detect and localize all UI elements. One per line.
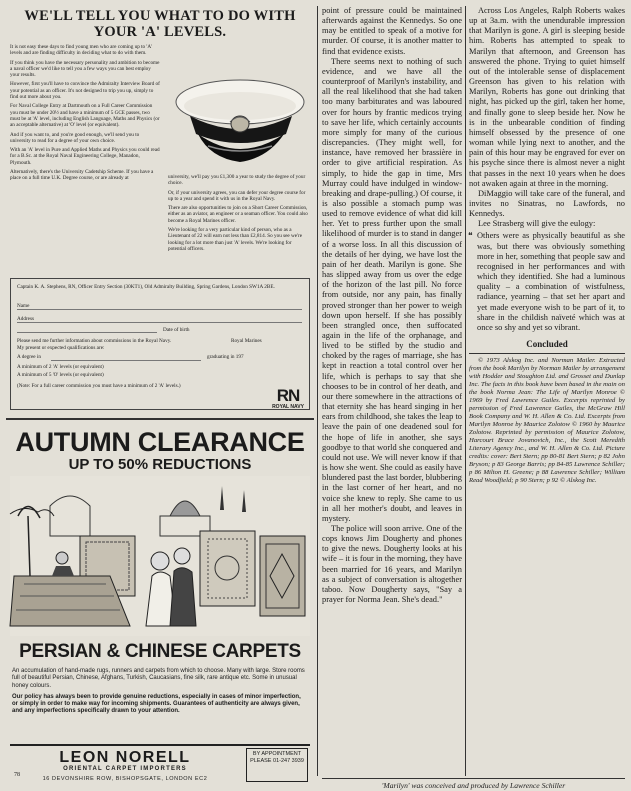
carpet-body-paragraph: An accumulation of hand-made rugs, runners and carpets from which to choose. Many with large. Store rooms full of beautiful Persian, Chinese, Afghans, Turkish, Caucasians, fine silk, rare antique etc. Some in unusual honey colours.: [12, 668, 305, 689]
carpet-title: PERSIAN & CHINESE CARPETS: [19, 641, 301, 662]
o-levels-label: A minimum of 5 'O' levels (or equivalent): [17, 372, 104, 378]
navy-paragraph: It is not easy these days to find young men who are coming up to 'A' levels and are finding difficulty in deciding what to do with them.: [10, 44, 153, 57]
leon-norell-banner: [10, 744, 310, 786]
navy-paragraph: With an 'A' level in Pure and Applied Maths and Physics you could read for a B.Sc. at the Royal Naval Engineering College, Manadon, Plymouth.: [10, 147, 160, 166]
address-label: Address: [17, 316, 35, 322]
page-number: 78: [14, 772, 20, 778]
name-field-line[interactable]: [17, 309, 302, 310]
naval-cap-image: [168, 72, 308, 172]
reply-coupon[interactable]: [10, 278, 310, 410]
quote-mark-icon: ❝: [468, 231, 473, 241]
navy-paragraph: There are also opportunities to join on a Short Career Commission, either as an aviator, an engineer or a seaman officer. You could also become a Royal Marines officer.: [168, 205, 308, 224]
production-credit: 'Marilyn' was conceived and produced by Lawrence Schiller: [322, 778, 625, 790]
carpet-advert: [6, 424, 314, 788]
commissions-label: Please send me further information about commissions in the Royal Navy.: [17, 338, 172, 344]
article-paragraph: There seems next to nothing of such evidence, and we have all the counterproof of Marilyn's instability, and all the real likelihood that she had taken too many barbiturates and was laboured over for hours by frantic medicos trying to save her life, which certainly accounts more simply for many of the curious discrepancies. (They might well, for instance, have removed her brassière in order to give artificial respiration. As simply, to hide the gap in time, Mrs Murray could have indulged in window-breaking and drape-pulling.) Of course, it is also possible a stomach pump was used to remove evidence of what did kill her. Yet to press further upon the small likelihood of murder is to stand in danger of a worse loss. In all this discussion of the details of her dying, we have lost the pain of her death. Marilyn is gone. She has slipped away from us over the edge of the horizon of the last pill. No force from outside, nor any pain, has finally proved stronger than her power to weigh down upon herself. If she has possibly been strangled once, then suffocated again in the life of the orphanage, and lived to be stifled by the studio and choked by the rages of marriage, she has kept in reaction a total control over her life, which is perhaps to say that she chooses to be in control of her death, and our there somewhere in the attractions of that eternity she has heard singing in her ears from childhood, she takes the leap to leave the pain of one deadened soul for the hope of life in another, she says goodbye to that world she conquered and could not use. We will never know if that is how she went. She could as easily have blundered past the last border, blubbering in the last corner of her heart, and no voice she knew to reply. She came to us in all her mother's doubt, and leaves in mystery.: [322, 56, 462, 523]
company-tagline: ORIENTAL CARPET IMPORTERS: [63, 766, 187, 772]
article-paragraph: Lee Strasberg will give the eulogy:: [478, 219, 596, 229]
carpet-headline: AUTUMN CLEARANCE: [15, 427, 305, 457]
qualifications-label: My present or expected qualifications are:: [17, 345, 105, 351]
article-column-middle: [322, 6, 462, 782]
royal-navy-logo: [270, 388, 306, 412]
royal-marines-label: Royal Marines: [231, 338, 262, 344]
navy-paragraph: We're looking for a very particular kind of person, who as a Lieutenant of 22 will earn not less than £2,814. So you see we're looking for a lot more than just 'A' levels. We're looking for potential officers.: [168, 227, 303, 252]
navy-paragraph: For Naval College Entry at Dartmouth on a Full Career Commission you must be under 20½ and have a minimum of 5 GCE passes, two must be at 'A' level, including English Language, Maths and Physics (or an acceptable alternative) at 'O' level (or equivalent).: [10, 103, 160, 129]
a-levels-label: A minimum of 2 'A' levels (or equivalent): [17, 364, 104, 370]
article-paragraph: Across Los Angeles, Ralph Roberts wakes up at 3a.m. with the unendurable impression that Marilyn is gone. A girl is sleeping beside him. Roberts has attempted to speak to Marilyn that afternoon, and Greenson has answered the phone. Trying to quiet himself out of the intolerable sense of displacement Greenson has given to his relation with Marilyn, Roberts has gone out drinking that night, has picked up the girl, taken her home, and finally gone to sleep beside her. Now he is in the unbearable condition of finding himself obsessed by the presence of one woman while lying next to another, and the pain of this hour may be engraved for ever on his psyche since there is almost never a night that passes in the next 10 years when he does not awaken again at three in the morning.: [469, 6, 625, 188]
article-paragraph: point of pressure could be maintained afterwards against the Kennedys. So one may be entitled to speak of a motive for murder. Of course, it is another matter to find that evidence exists.: [322, 6, 462, 56]
address-field-line[interactable]: [17, 322, 302, 323]
name-label: Name: [17, 303, 30, 309]
carpet-body-paragraph: Our policy has always been to provide genuine reductions, especially in cases of minor imperfection, or simply in order to make way for incoming shipments. Guarantees of authenticity are always given, and any imperfections specifically drawn to your attention.: [12, 693, 301, 715]
coupon-note: (Note: For a full career commission you must have a minimum of 2 'A' levels.): [17, 383, 181, 389]
advertisement-column: [6, 6, 314, 788]
concluded-label: Concluded: [526, 339, 568, 349]
eulogy-quote: [469, 231, 625, 333]
degree-label: A degree in: [17, 354, 41, 360]
advert-divider: [6, 418, 314, 420]
navy-paragraph: university, we'll pay you £1,300 a year to study the degree of your choice.: [168, 174, 306, 187]
address-field-line-2[interactable]: [17, 332, 157, 333]
rn-logo-mark: RN: [276, 386, 300, 405]
coupon-address: Captain K. A. Stephens, RN, Officer Entry Section (30KT1), Old Admiralty Building, Spring Gardens, London SW1A 2BE.: [17, 284, 275, 290]
navy-paragraph: Or, if your university agrees, you can defer your degree course for up to a year and spend it with us in the Royal Navy.: [168, 189, 306, 202]
article-paragraph: DiMaggio will take care of the funeral, and invites no Sinatras, no Lawfords, no Kennedys.: [469, 188, 625, 219]
navy-paragraph: Alternatively, there's the University Cadetship Scheme. If you have a place on a full time U.K. Degree course, or are already at: [10, 169, 154, 182]
dob-label: Date of birth: [163, 327, 190, 333]
copyright-text: © 1973 Alskog Inc. and Norman Mailer. Extracted from the book Marilyn by Norman Mailer by arrangement with Hodder and Stoughton Ltd. and Grosset and Dunlap Inc. The facts in this book have been based in the main on the book Norma Jean: The Life of Marilyn Monroe © 1969 by Fred Lawrence Guiles. Excerpts reprinted by permission of Fred Lawrence Guiles, the McGraw Hill Book Company and W. H. Allen & Co. Ltd. Excerpts from Marilyn Monroe by Maurice Zolotow © 1960 by Maurice Zolotow. Reprinted by permission of Maurice Zolotow, Harcourt Brace Jovanovich, Inc., the Scott Meredith Literary Agency Inc., and W. H. Allen & Co. Ltd. Picture credits: cover: Bert Stern; pp 80-81 Bert Stern; p 82 John Bryson; p 83 George Barris; pp 84-85 Lawrence Schiller; p 86 Milton H. Greene; p 88 Lawrence Schiller; William Read Woodfield; p 90 Stern; p 92 © Alskog Inc.: [469, 357, 625, 485]
graduating-label: graduating in 197: [207, 354, 244, 360]
column-rule: [465, 6, 466, 776]
rn-logo-text: ROYAL NAVY: [272, 404, 304, 410]
navy-paragraph: If you think you have the necessary personality and ambition to become a naval officer we'd like to tell you a few ways you can best employ your results.: [10, 59, 160, 79]
article-column-right: [469, 6, 625, 782]
degree-field-line[interactable]: [51, 360, 201, 361]
navy-paragraph: And if you want to, and you're good enough, we'll send you to university to read for a degree of your own choice.: [10, 131, 140, 144]
carpet-subheadline: UP TO 50% REDUCTIONS: [68, 456, 252, 473]
company-name: LEON NORELL: [59, 749, 191, 766]
copyright-notice: [469, 353, 625, 485]
carpet-body: [12, 668, 308, 720]
article-paragraph: The police will soon arrive. One of the cops knows Jim Dougherty and phones to give the news. Dougherty looks at his wife – it is four in the morning, they have been married for 16 years, and Marilyn as a subject of conversation is altogether taboo. Now Dougherty says, "Say a prayer for Norma Jean. She's dead.": [322, 523, 462, 605]
royal-navy-advert: [6, 6, 314, 416]
appointment-box: BY APPOINTMENT PLEASE 01-247 3939: [246, 748, 308, 782]
navy-left-text: [10, 44, 160, 272]
navy-right-text: [168, 174, 310, 274]
eulogy-text: Others were as physically beautiful as she was, but there was obviously something more in her, something that people saw and recognised in her performances and with which they identified. She had a luminous quality – a combination of wistfulness, radiance, yearning – that set her apart and yet made everyone wish to be part of it, to share in the childish naïveté which was at once so shy and yet so vibrant.: [477, 231, 625, 332]
navy-headline: WE'LL TELL YOU WHAT TO DO WITH YOUR 'A' LEVELS.: [24, 8, 296, 40]
navy-paragraph: However, first you'll have to convince the Admiralty Interview Board of your potential as an officer. It's not designed to trip you up, simply to find out more about you.: [10, 81, 160, 101]
company-address: 16 DEVONSHIRE ROW, BISHOPSGATE, LONDON EC2: [42, 776, 208, 782]
column-rule: [317, 6, 318, 776]
carpet-bazaar-illustration: [10, 476, 310, 636]
